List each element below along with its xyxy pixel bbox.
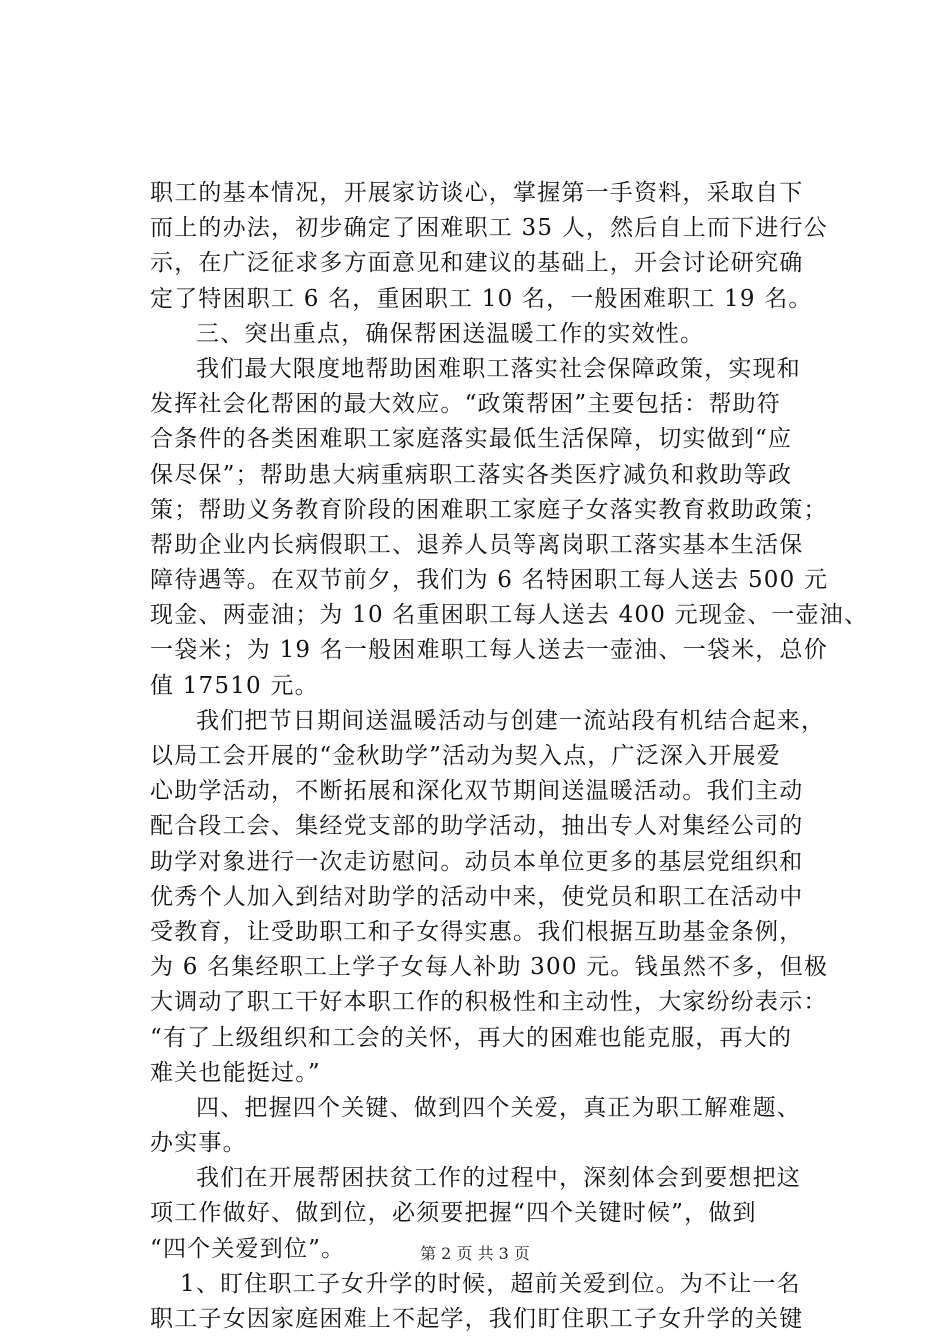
text-line: 现金、两壶油；为 10 名重困职工每人送去 400 元现金、一壶油、 (150, 602, 869, 629)
text-line: 办实事。 (150, 1130, 247, 1157)
text-line: 定了特困职工 6 名，重困职工 10 名，一般困难职工 19 名。 (150, 285, 813, 312)
text-line: “四个关爱到位”。 (150, 1235, 346, 1262)
text-line: 项工作做好、做到位，必须要把握“四个关键时候”，做到 (150, 1200, 757, 1227)
text-line: 保尽保”；帮助患大病重病职工落实各类医疗减负和救助等政 (150, 461, 793, 488)
text-line: 帮助企业内长病假职工、退养人员等离岗职工落实基本生活保 (150, 531, 804, 558)
text-line: 我们把节日期间送温暖活动与创建一流站段有机结合起来， (196, 707, 826, 734)
text-line: 合条件的各类困难职工家庭落实最低生活保障，切实做到“应 (150, 426, 793, 453)
text-line: 发挥社会化帮困的最大效应。“政策帮困”主要包括：帮助符 (150, 391, 781, 418)
text-line: 我们最大限度地帮助困难职工落实社会保障政策，实现和 (196, 355, 801, 382)
text-line: 障待遇等。在双节前夕，我们为 6 名特困职工每人送去 500 元 (150, 567, 829, 594)
text-line: 策；帮助义务教育阶段的困难职工家庭子女落实教育救助政策； (150, 496, 828, 523)
text-line: 而上的办法，初步确定了困难职工 35 人，然后自上而下进行公 (150, 215, 828, 242)
text-line: 职工子女因家庭困难上不起学，我们盯住职工子女升学的关键 (150, 1306, 804, 1332)
section-heading: 三、突出重点，确保帮困送温暖工作的实效性。 (196, 320, 705, 347)
text-line: 示，在广泛征求多方面意见和建议的基础上，开会讨论研究确 (150, 250, 804, 277)
text-line: 受教育，让受助职工和子女得实惠。我们根据互助基金条例， (150, 918, 804, 945)
text-line: 值 17510 元。 (150, 672, 319, 699)
text-line: 难关也能挺过。” (150, 1059, 321, 1086)
document-body (150, 176, 869, 1337)
text-line: 我们在开展帮困扶贫工作的过程中，深刻体会到要想把这 (196, 1165, 801, 1192)
text-line: 配合段工会、集经党支部的助学活动，抽出专人对集经公司的 (150, 813, 804, 840)
text-line: 心助学活动，不断拓展和深化双节期间送温暖活动。我们主动 (150, 778, 804, 805)
text-line: 职工的基本情况，开展家访谈心，掌握第一手资料，采取自下 (150, 180, 804, 206)
text-line: 为 6 名集经职工上学子女每人补助 300 元。钱虽然不多，但极 (150, 954, 829, 981)
text-line: 助学对象进行一次走访慰问。动员本单位更多的基层党组织和 (150, 848, 804, 875)
text-line: 大调动了职工干好本职工作的积极性和主动性，大家纷纷表示： (150, 989, 828, 1016)
text-line: “有了上级组织和工会的关怀，再大的困难也能克服，再大的 (150, 1024, 793, 1051)
text-line: 1、盯住职工子女升学的时候，超前关爱到位。为不让一名 (180, 1270, 801, 1297)
text-line: 以局工会开展的“金秋助学”活动为契入点，广泛深入开展爱 (150, 743, 781, 769)
text-line: 优秀个人加入到结对助学的活动中来，使党员和职工在活动中 (150, 883, 804, 910)
page-number: 第 2 页 共 3 页 (420, 1244, 530, 1263)
section-heading: 四、把握四个关键、做到四个关爱，真正为职工解难题、 (196, 1094, 801, 1121)
text-line: 一袋米；为 19 名一般困难职工每人送去一壶油、一袋米，总价 (150, 637, 828, 664)
